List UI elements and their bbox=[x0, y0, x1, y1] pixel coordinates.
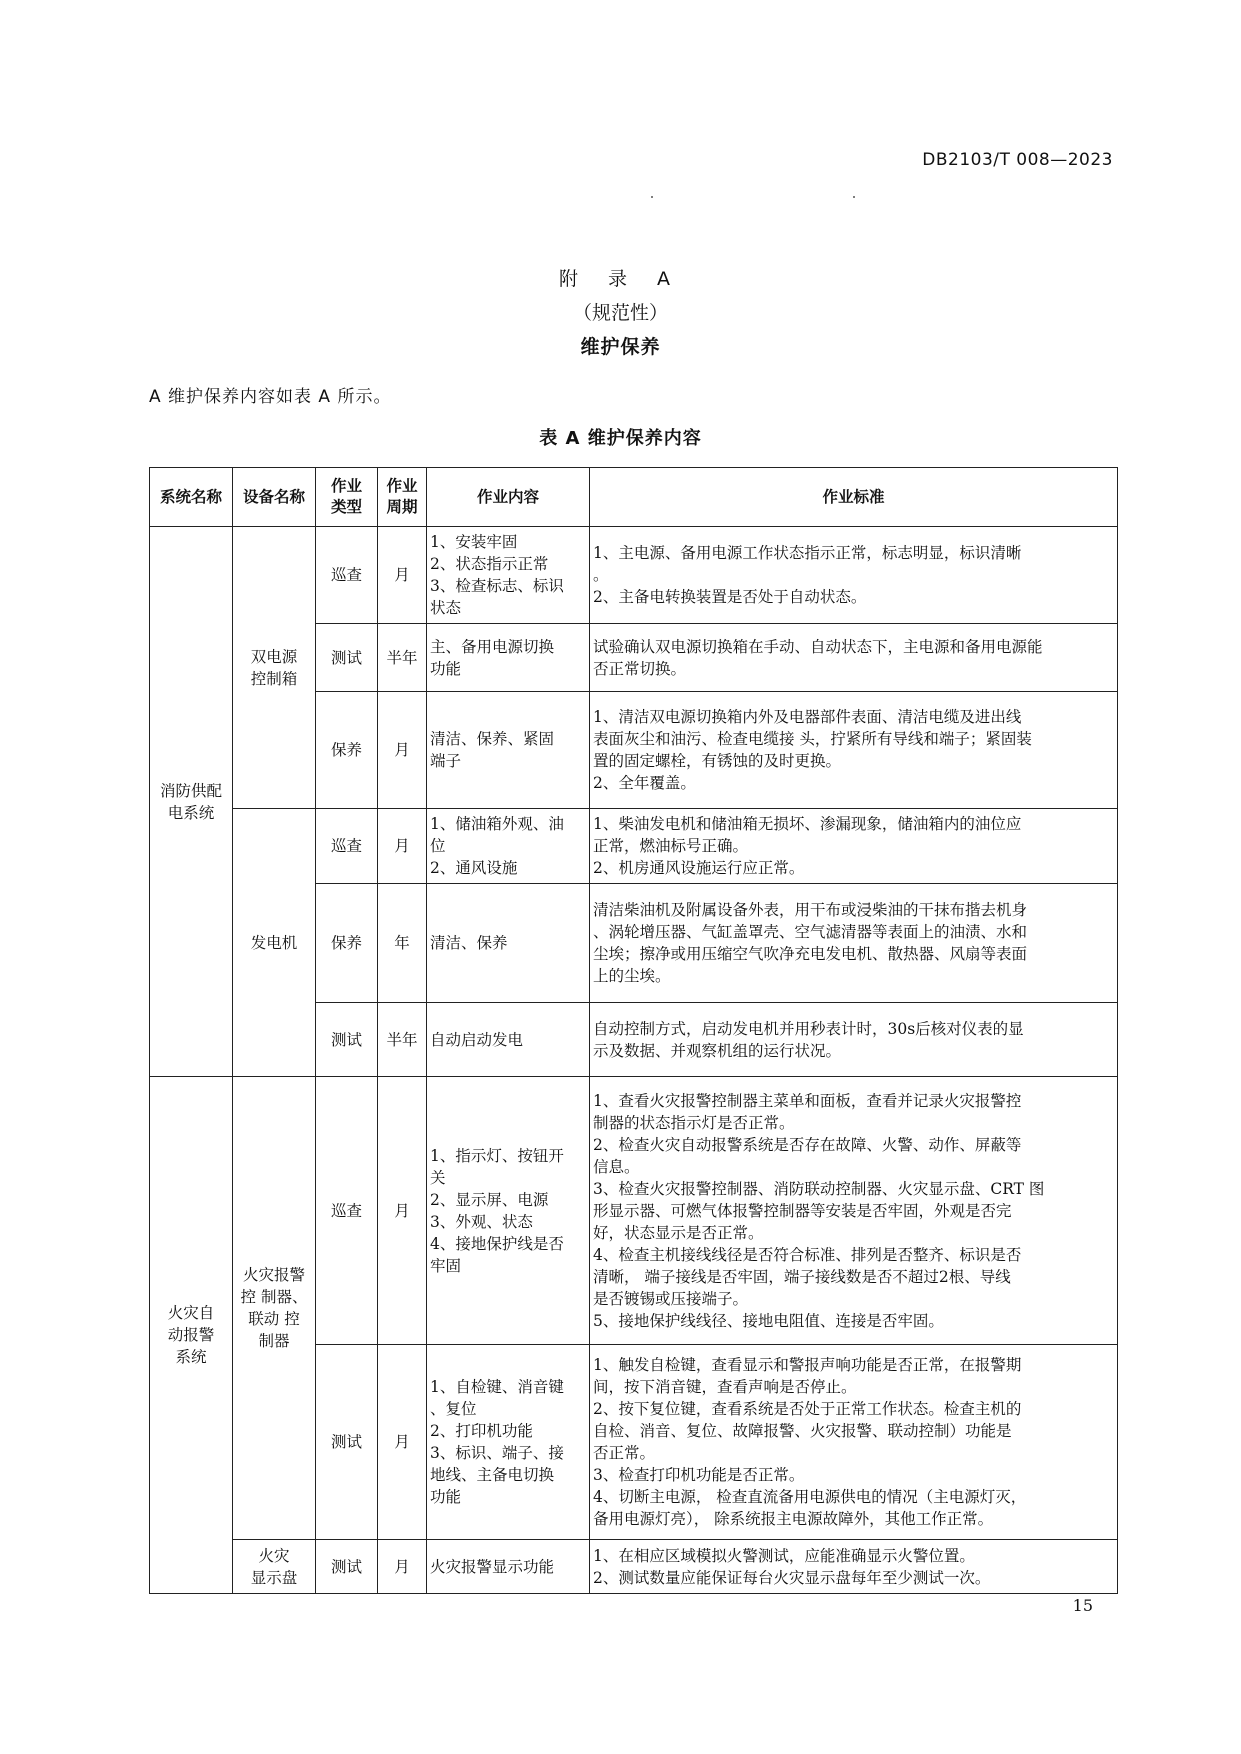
table-row bbox=[150, 1077, 1118, 1345]
work-content-cell: 1、指示灯、按钮开 关 2、显示屏、电源 3、外观、状态 4、接地保护线是否 牢固 bbox=[427, 1077, 590, 1345]
appendix-subtitle: （规范性） bbox=[572, 302, 668, 324]
device-name-cell: 火灾 显示盘 bbox=[233, 1540, 316, 1594]
work-type-cell: 巡查 bbox=[316, 809, 378, 884]
header-cycle: 作业 周期 bbox=[378, 468, 427, 527]
header-device: 设备名称 bbox=[233, 468, 316, 527]
header-standard: 作业标准 bbox=[590, 468, 1118, 527]
scan-dot bbox=[853, 196, 855, 198]
work-content-cell: 清洁、保养 bbox=[427, 884, 590, 1003]
work-cycle-cell: 月 bbox=[378, 527, 427, 624]
work-cycle-cell: 月 bbox=[378, 1077, 427, 1345]
work-type-cell: 测试 bbox=[316, 624, 378, 692]
header-type: 作业 类型 bbox=[316, 468, 378, 527]
device-name-cell: 双电源 控制箱 bbox=[233, 527, 316, 809]
work-standard-cell: 1、主电源、备用电源工作状态指示正常，标志明显，标识清晰 。 2、主备电转换装置是否处于自动状态。 bbox=[590, 527, 1118, 624]
system-name-cell: 火灾自 动报警 系统 bbox=[150, 1077, 233, 1594]
work-standard-cell: 1、在相应区域模拟火警测试，应能准确显示火警位置。 2、测试数量应能保证每台火灾显示盘每年至少测试一次。 bbox=[590, 1540, 1118, 1594]
table-header-row bbox=[150, 468, 1118, 527]
work-standard-cell: 试验确认双电源切换箱在手动、自动状态下，主电源和备用电源能 否正常切换。 bbox=[590, 624, 1118, 692]
header-content: 作业内容 bbox=[427, 468, 590, 527]
appendix-title-block bbox=[0, 262, 1241, 364]
device-name-cell: 火灾报警 控 制器、 联动 控 制器 bbox=[233, 1077, 316, 1540]
intro-paragraph: A 维护保养内容如表 A 所示。 bbox=[149, 387, 392, 407]
work-cycle-cell: 月 bbox=[378, 809, 427, 884]
work-type-cell: 巡查 bbox=[316, 527, 378, 624]
maintenance-table bbox=[149, 467, 1118, 1594]
work-type-cell: 测试 bbox=[316, 1540, 378, 1594]
work-standard-cell: 清洁柴油机及附属设备外表，用干布或浸柴油的干抹布揩去机身 、涡轮增压器、气缸盖罩壳、空气滤清器等表面上的油渍、水和 尘埃；擦净或用压缩空气吹净充电发电机、散热器、风扇等表面 上的尘埃。 bbox=[590, 884, 1118, 1003]
work-content-cell: 清洁、保养、紧固 端子 bbox=[427, 692, 590, 809]
header-system: 系统名称 bbox=[150, 468, 233, 527]
table-row bbox=[150, 809, 1118, 884]
scan-dot bbox=[651, 196, 653, 198]
work-cycle-cell: 月 bbox=[378, 692, 427, 809]
work-content-cell: 自动启动发电 bbox=[427, 1003, 590, 1077]
work-standard-cell: 1、触发自检键，查看显示和警报声响功能是否正常，在报警期 间，按下消音键，查看声响是否停止。 2、按下复位键，查看系统是否处于正常工作状态。检查主机的 自检、消音、复位、故障报警、火灾报警、联动控制）功能是 否正常。 3、检查打印机功能是否正常。 4、切断主电源， 检查直流备用电源供电的情况（主电源灯灭， 备用电源灯亮）， 除系统报主电源故障外，其他工作正常。 bbox=[590, 1345, 1118, 1540]
work-cycle-cell: 月 bbox=[378, 1540, 427, 1594]
work-content-cell: 1、自检键、消音键 、复位 2、打印机功能 3、标识、端子、接 地线、主备电切换 功能 bbox=[427, 1345, 590, 1540]
work-standard-cell: 1、柴油发电机和储油箱无损坏、渗漏现象，储油箱内的油位应 正常，燃油标号正确。 2、机房通风设施运行应正常。 bbox=[590, 809, 1118, 884]
work-content-cell: 火灾报警显示功能 bbox=[427, 1540, 590, 1594]
work-content-cell: 1、储油箱外观、油 位 2、通风设施 bbox=[427, 809, 590, 884]
work-cycle-cell: 年 bbox=[378, 884, 427, 1003]
work-cycle-cell: 月 bbox=[378, 1345, 427, 1540]
work-content-cell: 主、备用电源切换 功能 bbox=[427, 624, 590, 692]
document-code: DB2103/T 008—2023 bbox=[922, 150, 1113, 170]
appendix-name: 维护保养 bbox=[580, 336, 661, 358]
work-type-cell: 保养 bbox=[316, 692, 378, 809]
work-type-cell: 保养 bbox=[316, 884, 378, 1003]
work-type-cell: 测试 bbox=[316, 1345, 378, 1540]
work-cycle-cell: 半年 bbox=[378, 624, 427, 692]
work-content-cell: 1、安装牢固 2、状态指示正常 3、检查标志、标识 状态 bbox=[427, 527, 590, 624]
table-row bbox=[150, 1540, 1118, 1594]
work-standard-cell: 1、查看火灾报警控制器主菜单和面板，查看并记录火灾报警控 制器的状态指示灯是否正常。 2、检查火灾自动报警系统是否存在故障、火警、动作、屏蔽等 信息。 3、检查火灾报警控制器、消防联动控制器、火灾显示盘、CRT 图 形显示器、可燃气体报警控制器等安装是否牢固，外观是否完 好，状态显示是否正常。 4、检查主机接线线径是否符合标准、排列是否整齐、标识是否 清晰， 端子接线是否牢固，端子接线数是否不超过2根、导线 是否镀锡或压接端子。 5、接地保护线线径、接地电阻值、连接是否牢固。 bbox=[590, 1077, 1118, 1345]
appendix-title: 附 录 A bbox=[558, 268, 683, 290]
work-type-cell: 测试 bbox=[316, 1003, 378, 1077]
device-name-cell: 发电机 bbox=[233, 809, 316, 1077]
table-row bbox=[150, 527, 1118, 624]
table-caption: 表 A 维护保养内容 bbox=[539, 428, 702, 449]
work-standard-cell: 自动控制方式，启动发电机并用秒表计时，30s后核对仪表的显 示及数据、并观察机组的运行状况。 bbox=[590, 1003, 1118, 1077]
work-type-cell: 巡查 bbox=[316, 1077, 378, 1345]
page-number: 15 bbox=[1072, 1596, 1093, 1615]
system-name-cell: 消防供配 电系统 bbox=[150, 527, 233, 1077]
work-cycle-cell: 半年 bbox=[378, 1003, 427, 1077]
work-standard-cell: 1、清洁双电源切换箱内外及电器部件表面、清洁电缆及进出线 表面灰尘和油污、检查电缆接 头，拧紧所有导线和端子；紧固装 置的固定螺栓，有锈蚀的及时更换。 2、全年覆盖。 bbox=[590, 692, 1118, 809]
